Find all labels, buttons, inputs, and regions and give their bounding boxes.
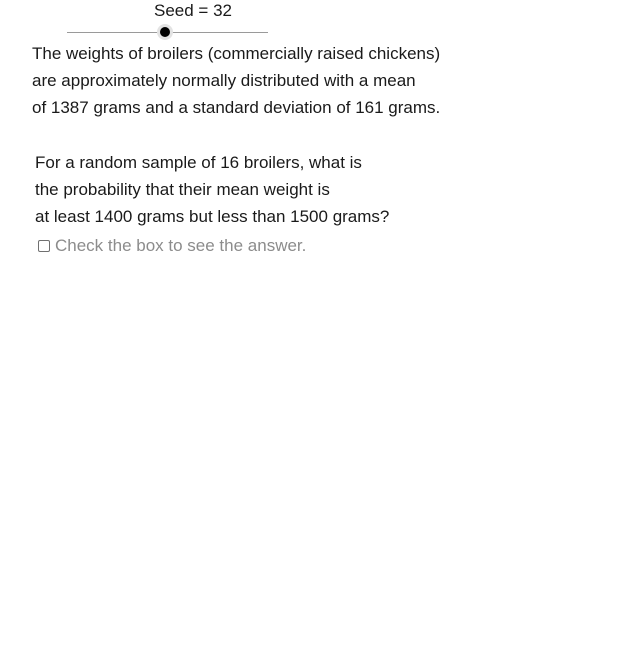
problem-intro <box>32 40 440 121</box>
seed-slider-label: Seed = 32 <box>154 1 232 20</box>
intro-line: The weights of broilers (commercially raised chickens) <box>32 44 441 63</box>
seed-slider-handle[interactable] <box>157 24 173 40</box>
show-answer-checkbox-row[interactable] <box>38 236 306 256</box>
question-line: at least 1400 grams but less than 1500 grams? <box>35 207 390 226</box>
question-line: the probability that their mean weight is <box>35 180 330 199</box>
intro-line: are approximately normally distributed with a mean <box>32 71 416 90</box>
problem-question <box>35 149 389 230</box>
intro-line: of 1387 grams and a standard deviation of 161 grams. <box>32 98 441 117</box>
show-answer-label[interactable]: Check the box to see the answer. <box>55 236 307 255</box>
show-answer-checkbox[interactable] <box>38 240 50 252</box>
question-line: For a random sample of 16 broilers, what is <box>35 153 362 172</box>
